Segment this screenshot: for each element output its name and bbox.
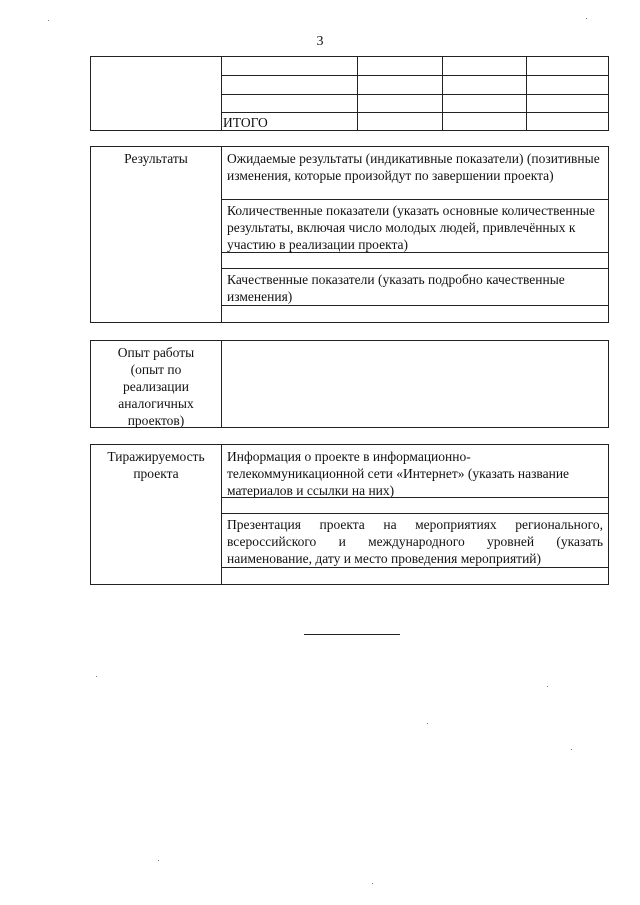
replicability-row-divider: [221, 497, 608, 498]
replicability-row-divider: [221, 567, 608, 568]
scan-speck: [571, 749, 572, 750]
page-number: 3: [316, 34, 324, 49]
scan-speck: [158, 860, 159, 861]
budget-row-divider: [221, 94, 608, 95]
scan-speck: [586, 18, 587, 19]
results-col-divider: [221, 147, 222, 322]
replicability-internet-text: Информация о проекте в информационно-телекоммуникационной сети «Интернет» (указать название материалов и ссылки на них): [227, 449, 570, 498]
end-of-page-rule: [304, 634, 400, 635]
budget-table: [90, 56, 609, 131]
experience-table: [90, 340, 609, 428]
results-row-divider: [221, 252, 608, 253]
experience-label: Опыт работы (опыт по реализации аналогичных проектов): [117, 345, 195, 428]
scan-speck: [427, 723, 428, 724]
results-row-divider: [221, 268, 608, 269]
results-label: Результаты: [124, 151, 188, 166]
budget-total-label: ИТОГО: [223, 115, 268, 130]
scan-speck: [96, 676, 97, 677]
results-expected-text: Ожидаемые результаты (индикативные показатели) (позитивные изменения, которые произойдут по завершении проекта): [227, 151, 600, 183]
replicability-col-divider: [221, 445, 222, 584]
experience-col-divider: [221, 341, 222, 427]
replicability-presentation-text: Презентация проекта на мероприятиях регионального, всероссийского и международного уровней (указать наименование, дату и место проведения мероприятий): [227, 517, 603, 566]
budget-row-divider: [221, 112, 608, 113]
results-row-divider: [221, 305, 608, 306]
results-qualitative-text: Качественные показатели (указать подробно качественные изменения): [227, 272, 565, 304]
results-table: [90, 146, 609, 323]
results-quantitative-text: Количественные показатели (указать основные количественные результаты, включая число молодых людей, привлечённых к участию в реализации проекта): [227, 203, 595, 252]
replicability-row-divider: [221, 513, 608, 514]
scan-speck: [48, 20, 49, 21]
replicability-label: Тиражируемость проекта: [107, 449, 205, 481]
scan-speck: [372, 883, 373, 884]
budget-row-divider: [221, 75, 608, 76]
scan-speck: [547, 686, 548, 687]
replicability-table: [90, 444, 609, 585]
results-row-divider: [221, 199, 608, 200]
